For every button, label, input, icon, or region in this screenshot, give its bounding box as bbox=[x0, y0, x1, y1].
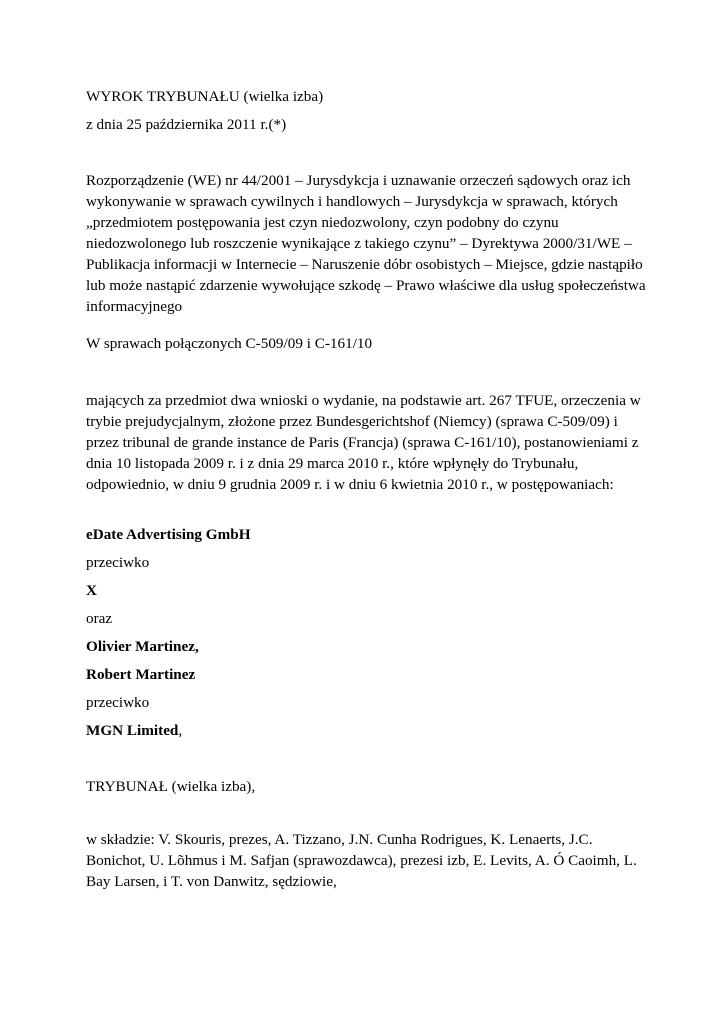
judgment-title: WYROK TRYBUNAŁU (wielka izba) bbox=[86, 88, 324, 105]
against-label-2: przeciwko bbox=[86, 694, 150, 711]
party-mgn-suffix: , bbox=[178, 722, 183, 739]
party-edate: eDate Advertising GmbH bbox=[86, 526, 251, 543]
court-line: TRYBUNAŁ (wielka izba), bbox=[86, 778, 256, 795]
party-olivier-martinez: Olivier Martinez, bbox=[86, 638, 199, 655]
intro-paragraph: mających za przedmiot dwa wnioski o wydanie, na podstawie art. 267 TFUE, orzeczenia w trybie prejudycjalnym, złożone przez Bundesgerichtshof (Niemcy) (sprawa C‑509/09) i przez tribunal de grande instance de Paris (Francja) (sprawa C‑161/10), postanowieniami z dnia 10 listopada 2009 r. i z dnia 29 marca 2010 r., które wpłynęły do Trybunału, odpowiednio, w dniu 9 grudnia 2009 r. i w dniu 6 kwietnia 2010 r., w postępowaniach: bbox=[86, 392, 641, 493]
keywords-paragraph: Rozporządzenie (WE) nr 44/2001 – Jurysdykcja i uznawanie orzeczeń sądowych oraz ich wykonywanie w sprawach cywilnych i handlowych – Jurysdykcja w sprawach, których „przedmiotem postępowania jest czyn niedozwolony, czyn podobny do czynu niedozwolonego lub roszczenie wynikające z takiego czynu” – Dyrektywa 2000/31/WE – Publikacja informacji w Internecie – Naruszenie dóbr osobistych – Miejsce, gdzie nastąpiło lub może nastąpić zdarzenie wywołujące szkodę – Prawo właściwe dla usług społeczeństwa informacyjnego bbox=[86, 172, 646, 315]
composition-paragraph: w składzie: V. Skouris, prezes, A. Tizzano, J.N. Cunha Rodrigues, K. Lenaerts, J.C. Bonichot, U. Lõhmus i M. Safjan (sprawozdawca), prezesi izb, E. Levits, A. Ó Caoimh, L. Bay Larsen, i T. von Danwitz, sędziowie, bbox=[86, 831, 637, 890]
against-label-1: przeciwko bbox=[86, 554, 150, 571]
party-x: X bbox=[86, 582, 97, 599]
and-label: oraz bbox=[86, 610, 113, 627]
party-mgn-limited: MGN Limited bbox=[86, 722, 179, 739]
party-mgn-line bbox=[86, 720, 646, 741]
joined-cases-line: W sprawach połączonych C‑509/09 i C‑161/10 bbox=[86, 335, 373, 352]
judgment-date: z dnia 25 października 2011 r.(*) bbox=[86, 116, 287, 133]
party-robert-martinez: Robert Martinez bbox=[86, 666, 196, 683]
